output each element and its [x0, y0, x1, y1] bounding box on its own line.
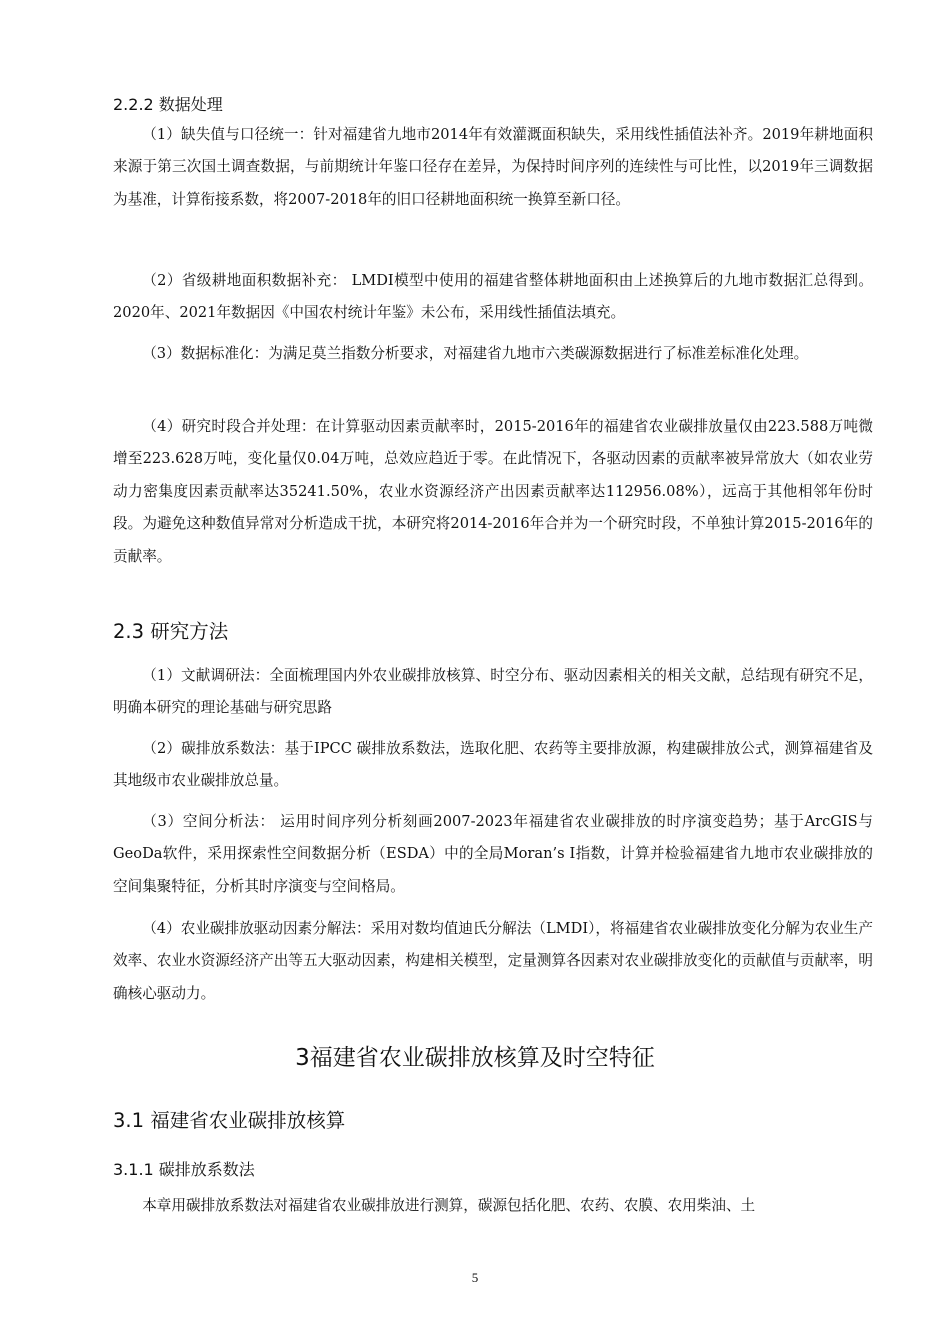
chapter-3-title: 3福建省农业碳排放核算及时空特征 — [295, 1045, 655, 1071]
paragraph-literature-method: （1）文献调研法：全面梳理国内外农业碳排放核算、时空分布、驱动因素相关的相关文献，总结现有研究不足，明确本研究的理论基础与研究思路 — [113, 667, 873, 717]
page-number: 5 — [471, 1270, 479, 1285]
paragraph-missing-values: （1）缺失值与口径统一：针对福建省九地市2014年有效灌溉面积缺失，采用线性插值法补齐。2019年耕地面积来源于第三次国土调查数据，与前期统计年鉴口径存在差异，为保持时间序列的连续性与可比性，以2019年三调数据为基准，计算衔接系数，将2007-2018年的旧口径耕地面积统一换算至新口径。 — [113, 126, 873, 208]
paragraph-lmdi-method: （4）农业碳排放驱动因素分解法：采用对数均值迪氏分解法（LMDI），将福建省农业碳排放变化分解为农业生产效率、农业水资源经济产出等五大驱动因素，构建相关模型，定量测算各因素对农业碳排放变化的贡献值与贡献率，明确核心驱动力。 — [113, 920, 873, 1002]
heading-2-2-2: 2.2.2 数据处理 — [113, 95, 223, 114]
paragraph-provincial-area: （2）省级耕地面积数据补充： LMDI模型中使用的福建省整体耕地面积由上述换算后的九地市数据汇总得到。2020年、2021年数据因《中国农村统计年鉴》未公布，采用线性插值法填充。 — [113, 272, 873, 322]
heading-2-3: 2.3 研究方法 — [113, 620, 229, 643]
heading-3-1-1: 3.1.1 碳排放系数法 — [113, 1160, 255, 1179]
paragraph-chapter-intro: 本章用碳排放系数法对福建省农业碳排放进行测算，碳源包括化肥、农药、农膜、农用柴油、土 — [142, 1197, 756, 1214]
paragraph-spatial-analysis: （3）空间分析法： 运用时间序列分析刻画2007-2023年福建省农业碳排放的时序演变趋势；基于ArcGIS与GeoDa软件，采用探索性空间数据分析（ESDA）中的全局Moran’s I指数，计算并检验福建省九地市农业碳排放的空间集聚特征，分析其时序演变与空间格局。 — [113, 813, 873, 895]
paragraph-emission-factor-method: （2）碳排放系数法：基于IPCC 碳排放系数法，选取化肥、农药等主要排放源，构建碳排放公式，测算福建省及其地级市农业碳排放总量。 — [113, 740, 873, 790]
heading-3-1: 3.1 福建省农业碳排放核算 — [113, 1109, 346, 1132]
paragraph-standardization: （3）数据标准化：为满足莫兰指数分析要求，对福建省九地市六类碳源数据进行了标准差标准化处理。 — [142, 345, 809, 362]
paragraph-period-merge: （4）研究时段合并处理：在计算驱动因素贡献率时，2015-2016年的福建省农业碳排放量仅由223.588万吨微增至223.628万吨，变化量仅0.04万吨，总效应趋近于零。在此情况下，各驱动因素的贡献率被异常放大（如农业劳动力密集度因素贡献率达35241.50%，农业水资源经济产出因素贡献率达112956.08%），远高于其他相邻年份时段。为避免这种数值异常对分析造成干扰，本研究将2014-2016年合并为一个研究时段，不单独计算2015-2016年的贡献率。 — [113, 418, 873, 565]
